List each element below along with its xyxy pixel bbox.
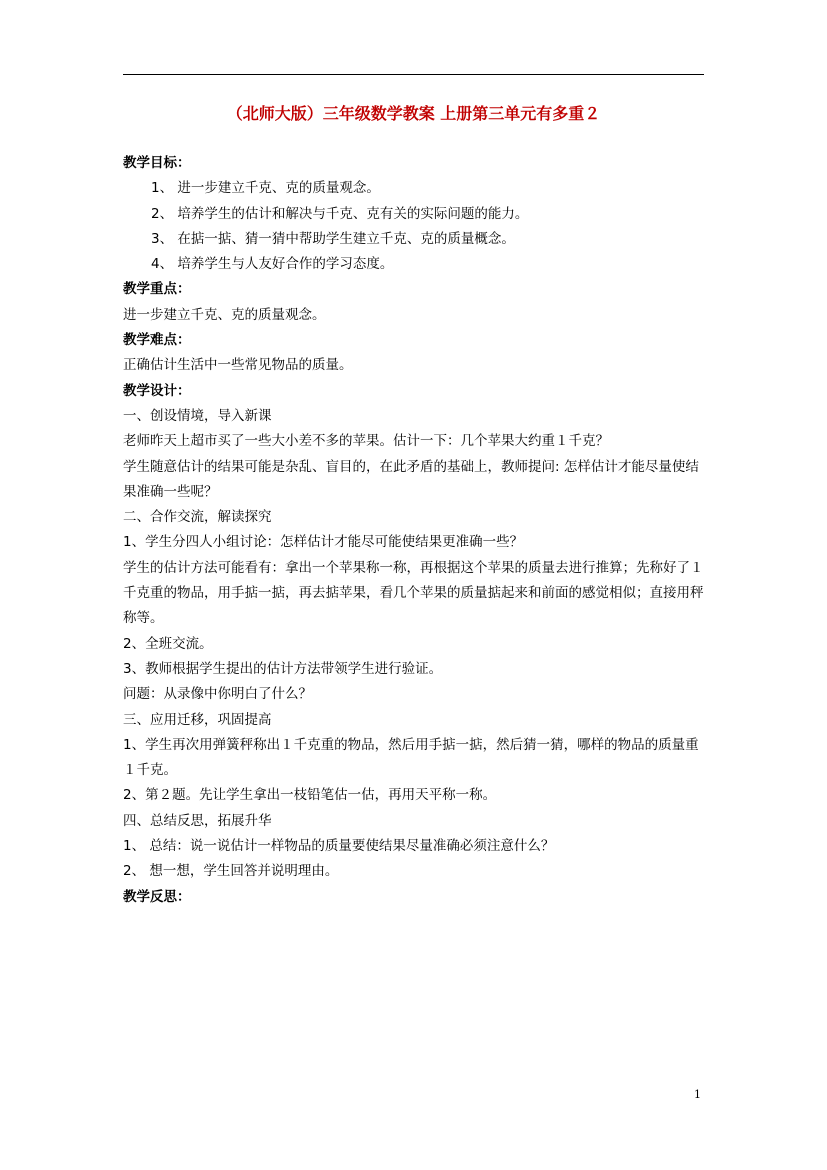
design-paragraph: 3、教师根据学生提出的估计方法带领学生进行验证。	[123, 660, 443, 677]
design-paragraph: 学生的估计方法可能看有：拿出一个苹果称一称，再根据这个苹果的质量去进行推算；先称好了１千克重的物品，用手掂一掂，再去掂苹果，看几个苹果的质量掂起来和前面的感觉相似；直接用秤称等。	[123, 559, 704, 627]
difficulty-text: 正确估计生活中一些常见物品的质量。	[123, 357, 353, 374]
design-paragraph: 学生随意估计的结果可能是杂乱、盲目的，在此矛盾的基础上，教师提问: 怎样估计才能尽量使结果准确一些呢？	[123, 458, 699, 500]
design-heading: 教学设计：	[123, 382, 191, 399]
difficulty-heading: 教学难点：	[123, 332, 191, 349]
design-paragraph: 1、 总结：说一说估计一样物品的质量要使结果尽量准确必须注意什么？	[123, 838, 555, 855]
design-paragraph: 2、 想一想，学生回答并说明理由。	[123, 863, 339, 880]
design-paragraph: 老师昨天上超市买了一些大小差不多的苹果。估计一下：几个苹果大约重１千克？	[123, 433, 609, 450]
header-rule	[123, 74, 704, 75]
design-paragraph: 一、创设情境，导入新课	[123, 407, 272, 424]
objective-item: 3、 在掂一掂、猜一猜中帮助学生建立千克、克的质量概念。	[151, 230, 515, 247]
design-paragraph: 1、学生再次用弹簧秤称出１千克重的物品，然后用手掂一掂，然后猜一猜，哪样的物品的质量重１千克。	[123, 736, 699, 779]
design-paragraph: 问题：从录像中你明白了什么？	[123, 686, 312, 703]
design-paragraph: 四、总结反思，拓展升华	[123, 812, 272, 829]
design-paragraph: 1、学生分四人小组讨论：怎样估计才能尽可能使结果更准确一些？	[123, 534, 524, 551]
key-point-text: 进一步建立千克、克的质量观念。	[123, 306, 326, 323]
objective-item: 4、 培养学生与人友好合作的学习态度。	[151, 256, 394, 273]
objective-item: 1、 进一步建立千克、克的质量观念。	[151, 180, 380, 197]
objective-item: 2、 培养学生的估计和解决与千克、克有关的实际问题的能力。	[151, 205, 529, 222]
design-paragraph: 二、合作交流，解读探究	[123, 509, 272, 526]
key-point-heading: 教学重点：	[123, 281, 191, 298]
design-paragraph: 2、全班交流。	[123, 635, 213, 652]
design-paragraph: 2、第２题。先让学生拿出一枝铅笔估一估，再用天平称一称。	[123, 787, 497, 804]
objectives-heading: 教学目标：	[123, 155, 191, 171]
design-paragraph: 三、应用迁移，巩固提高	[123, 711, 272, 728]
page-number: 1	[694, 1088, 701, 1101]
page-title: （北师大版）三年级数学教案 上册第三单元有多重２	[226, 104, 601, 123]
reflection-heading: 教学反思：	[123, 888, 191, 905]
document-body	[123, 151, 705, 910]
